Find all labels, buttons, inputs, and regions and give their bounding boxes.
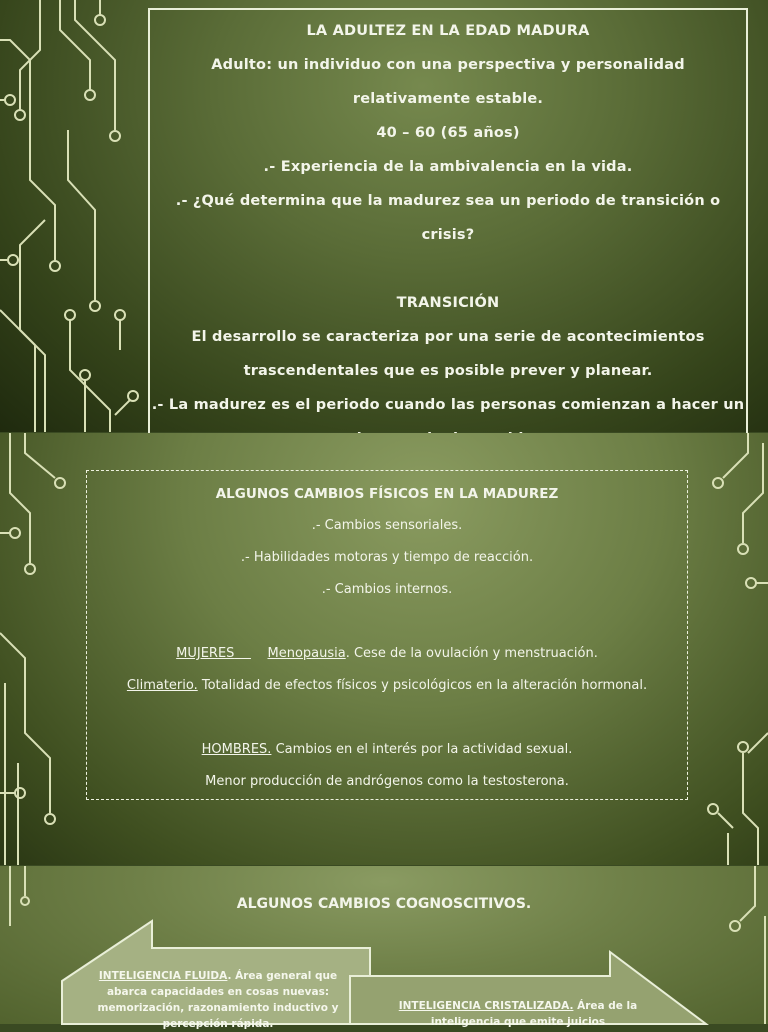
- fluid-intelligence-label: INTELIGENCIA FLUIDA: [98, 970, 228, 982]
- climacteric-line: [86, 670, 688, 702]
- menopause-label: Menopausia: [267, 646, 346, 661]
- motor-skills: .- Habilidades motoras y tiempo de reacción.: [240, 550, 534, 565]
- age-range: 40 – 60 (65 años): [376, 125, 520, 141]
- androgens-line: Menor producción de andrógenos como la testosterona.: [205, 774, 569, 789]
- climacteric-label: Climaterio.: [126, 678, 198, 693]
- adult-definition: Adulto: un individuo con una perspectiva y personalidad relativamente estable.: [211, 57, 685, 107]
- slide-1-text: [150, 14, 746, 456]
- ambivalence-point: .- Experiencia de la ambivalencia en la vida.: [263, 159, 633, 175]
- women-label: MUJERES: [176, 646, 235, 661]
- menopause-text: . Cese de la ovulación y menstruación.: [345, 646, 598, 661]
- crystallized-intelligence-text: [398, 998, 638, 1030]
- crystallized-intelligence-desc: Área de la inteligencia que emite juicios: [430, 1000, 638, 1028]
- slide-3-title: ALGUNOS CAMBIOS COGNOSCITIVOS.: [236, 896, 532, 912]
- development-text: El desarrollo se caracteriza por una serie de acontecimientos trascendentales que es posible prever y planear.: [191, 329, 705, 379]
- fluid-intelligence-text: [88, 968, 348, 1032]
- climacteric-text: Totalidad de efectos físicos y psicológicos en la alteración hormonal.: [197, 678, 648, 693]
- slide-3: [0, 866, 768, 1030]
- slide-2: [0, 433, 768, 865]
- slide-1-title: LA ADULTEZ EN LA EDAD MADURA: [306, 23, 590, 39]
- sensory-changes: .- Cambios sensoriales.: [311, 518, 463, 533]
- circuit-decoration-left: [0, 0, 150, 432]
- slide-2-text: [86, 478, 688, 798]
- inventory-text: .- La madurez es el periodo cuando las personas comienzan a hacer un: [151, 397, 745, 413]
- fluid-intelligence-desc: . Área general que abarca capacidades en cosas nuevas: memorización, razonamiento inductivo y percepción rápida.: [97, 970, 339, 1030]
- transition-heading: TRANSICIÓN: [396, 295, 500, 311]
- slide-2-title: ALGUNOS CAMBIOS FÍSICOS EN LA MADUREZ: [215, 486, 559, 502]
- crystallized-intelligence-label: INTELIGENCIA CRISTALIZADA.: [398, 1000, 574, 1012]
- circuit-decoration-right-2: [688, 433, 768, 865]
- internal-changes: .- Cambios internos.: [321, 582, 453, 597]
- women-line: [86, 638, 688, 670]
- men-text: Cambios en el interés por la actividad sexual.: [271, 742, 573, 757]
- transition-question: .- ¿Qué determina que la madurez sea un periodo de transición o crisis?: [175, 193, 721, 243]
- men-label: HOMBRES.: [201, 742, 272, 757]
- men-line: [86, 734, 688, 766]
- slide-1: [0, 0, 768, 432]
- circuit-decoration-left-2: [0, 433, 80, 865]
